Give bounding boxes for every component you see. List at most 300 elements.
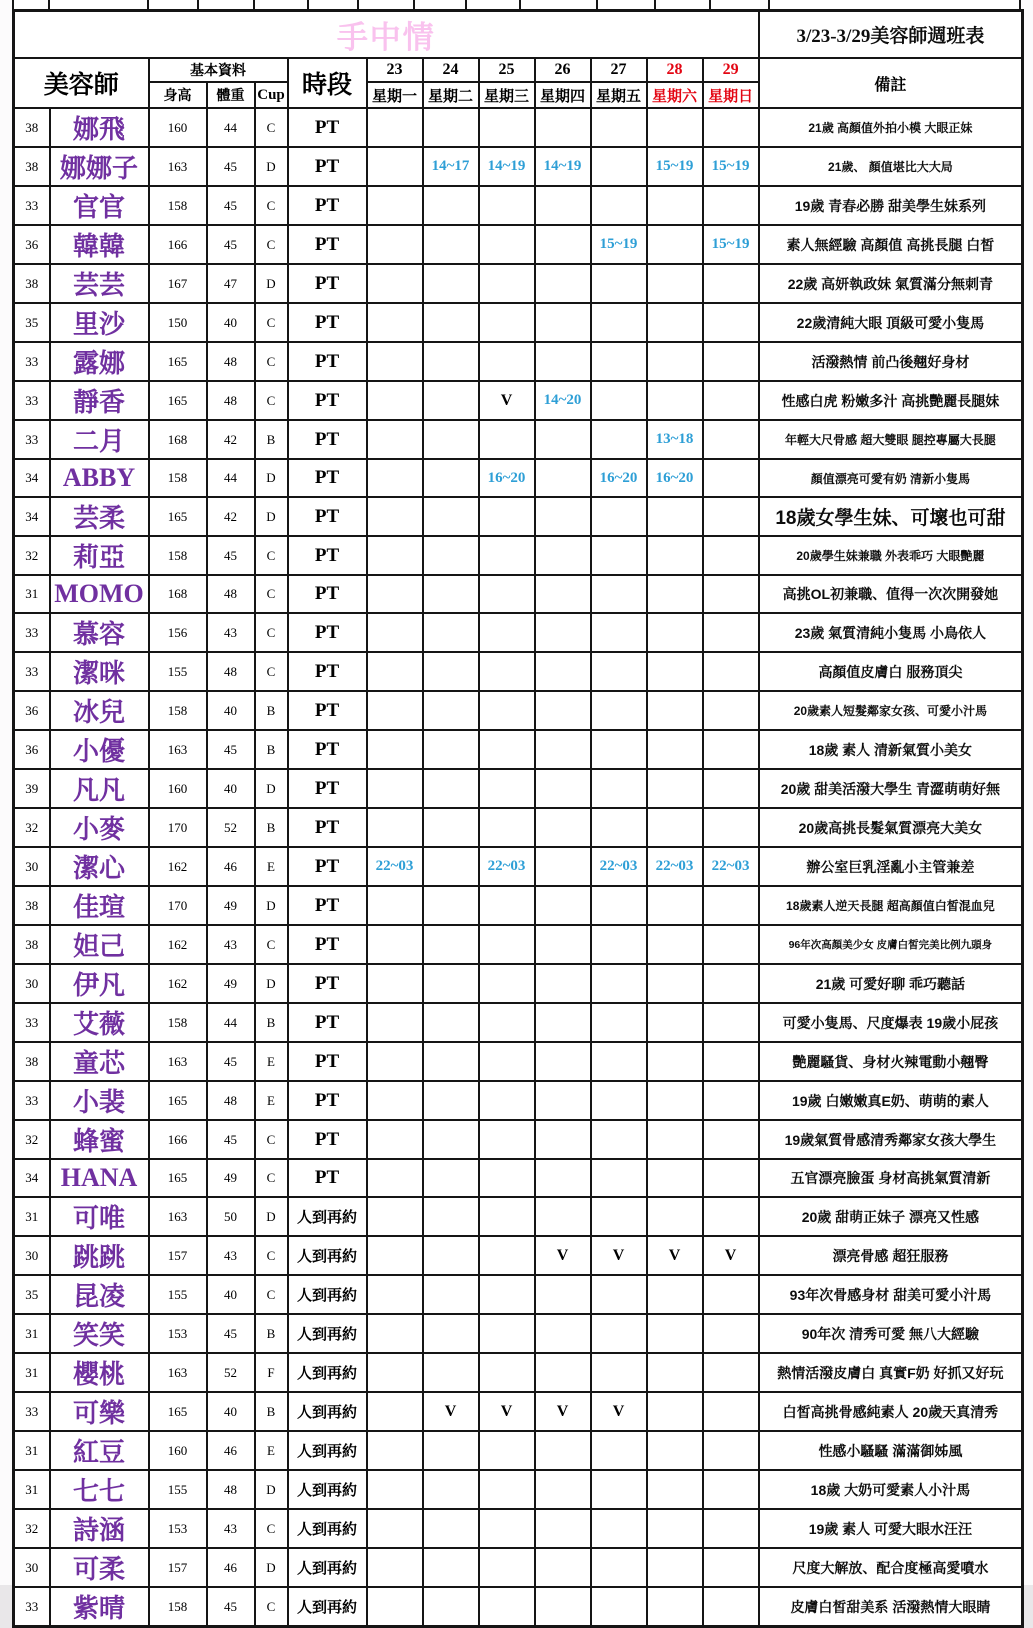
schedule-cell-28 [647, 342, 703, 381]
stub-grid-line [307, 0, 309, 9]
day-header-weekday-25: 星期三 [479, 82, 535, 108]
schedule-cell-27 [591, 730, 647, 769]
weight-value: 45 [207, 1042, 255, 1081]
remark-text: 21歲 高顏值外拍小模 大眼正妹 [759, 108, 1023, 147]
beautician-name: 靜香 [50, 381, 149, 420]
beautician-name: 伊凡 [50, 964, 149, 1003]
weight-value: 47 [207, 264, 255, 303]
remark-text: 19歲 青春必勝 甜美學生妹系列 [759, 186, 1023, 225]
weight-value: 40 [207, 769, 255, 808]
row-number: 32 [14, 1120, 50, 1159]
schedule-cell-29 [703, 536, 759, 575]
table-row [14, 730, 1023, 769]
height-value: 155 [149, 652, 207, 691]
stub-grid-line [519, 0, 521, 9]
schedule-cell-27 [591, 613, 647, 652]
schedule-cell-26 [535, 1003, 591, 1042]
schedule-cell-24 [423, 925, 479, 964]
schedule-cell-28 [647, 613, 703, 652]
height-value: 166 [149, 225, 207, 264]
header-row-dates [14, 58, 1023, 82]
weight-value: 49 [207, 964, 255, 1003]
schedule-cell-26 [535, 1275, 591, 1314]
remark-text: 20歲 甜美活潑大學生 青澀萌萌好無 [759, 769, 1023, 808]
table-row [14, 1236, 1023, 1275]
remark-text: 五官漂亮臉蛋 身材高挑氣質清新 [759, 1159, 1023, 1197]
weight-value: 50 [207, 1197, 255, 1236]
cup-value: C [255, 925, 288, 964]
remark-text: 可愛小隻馬、尺度爆表 19歲小屁孩 [759, 1003, 1023, 1042]
schedule-cell-28 [647, 1431, 703, 1470]
schedule-cell-26 [535, 925, 591, 964]
weight-value: 42 [207, 420, 255, 459]
schedule-cell-28 [647, 536, 703, 575]
day-header-date-27: 27 [591, 58, 647, 82]
schedule-cell-24 [423, 342, 479, 381]
schedule-cell-26 [535, 1548, 591, 1587]
schedule-cell-25 [479, 225, 535, 264]
beautician-name: 妲己 [50, 925, 149, 964]
schedule-cell-26 [535, 691, 591, 730]
schedule-cell-29 [703, 808, 759, 847]
day-header-date-25: 25 [479, 58, 535, 82]
row-number: 30 [14, 1236, 50, 1275]
beautician-name: 蜂蜜 [50, 1120, 149, 1159]
day-header-date-24: 24 [423, 58, 479, 82]
schedule-cell-28 [647, 264, 703, 303]
schedule-cell-23 [367, 264, 423, 303]
beautician-name: 潔心 [50, 847, 149, 886]
remark-text: 皮膚白皙甜美系 活潑熱情大眼睛 [759, 1587, 1023, 1627]
remark-text: 19歲氣質骨感清秀鄰家女孩大學生 [759, 1120, 1023, 1159]
schedule-cell-26 [535, 730, 591, 769]
beautician-name: HANA [50, 1159, 149, 1197]
height-value: 170 [149, 808, 207, 847]
weight-value: 45 [207, 1120, 255, 1159]
schedule-cell-28 [647, 1003, 703, 1042]
title-row [14, 11, 1023, 59]
schedule-cell-29 [703, 1275, 759, 1314]
schedule-cell-28 [647, 769, 703, 808]
height-value: 155 [149, 1470, 207, 1509]
schedule-cell-25 [479, 108, 535, 147]
beautician-name: 潔咪 [50, 652, 149, 691]
cup-value: D [255, 497, 288, 536]
cup-value: C [255, 225, 288, 264]
schedule-cell-24 [423, 1081, 479, 1120]
schedule-cell-27 [591, 691, 647, 730]
schedule-cell-28 [647, 1081, 703, 1120]
schedule-cell-28 [647, 1548, 703, 1587]
beautician-name: 芸芸 [50, 264, 149, 303]
cup-value: E [255, 847, 288, 886]
stub-grid-line [48, 0, 50, 9]
cup-value: E [255, 1081, 288, 1120]
beautician-name: 冰兒 [50, 691, 149, 730]
weight-value: 48 [207, 575, 255, 613]
schedule-cell-23 [367, 1353, 423, 1392]
weight-value: 52 [207, 808, 255, 847]
schedule-cell-26 [535, 1587, 591, 1627]
schedule-cell-27 [591, 1081, 647, 1120]
table-row [14, 1275, 1023, 1314]
remark-text: 23歲 氣質清純小隻馬 小鳥依人 [759, 613, 1023, 652]
schedule-cell-28 [647, 1509, 703, 1548]
schedule-cell-28 [647, 808, 703, 847]
schedule-cell-24 [423, 886, 479, 925]
period-value: PT [288, 613, 367, 652]
schedule-cell-28: V [647, 1236, 703, 1275]
cup-value: E [255, 1431, 288, 1470]
schedule-cell-24 [423, 808, 479, 847]
height-value: 158 [149, 691, 207, 730]
schedule-cell-25 [479, 964, 535, 1003]
remark-text: 18歲女學生妹、可壞也可甜 [759, 497, 1023, 536]
beautician-name: 櫻桃 [50, 1353, 149, 1392]
column-header-basic-info: 基本資料 [149, 58, 288, 82]
remark-text: 高挑OL初兼職、值得一次次開發她 [759, 575, 1023, 613]
weight-value: 45 [207, 1314, 255, 1353]
schedule-cell-23 [367, 1120, 423, 1159]
schedule-cell-23 [367, 1392, 423, 1431]
period-value: PT [288, 536, 367, 575]
remark-text: 21歲、 顏值堪比大大局 [759, 147, 1023, 186]
height-value: 160 [149, 1431, 207, 1470]
height-value: 170 [149, 886, 207, 925]
schedule-cell-23 [367, 1159, 423, 1197]
schedule-cell-25 [479, 1548, 535, 1587]
schedule-cell-29 [703, 575, 759, 613]
cup-value: B [255, 420, 288, 459]
height-value: 163 [149, 730, 207, 769]
remark-text: 22歲 高妍執政妹 氣質滿分無刺青 [759, 264, 1023, 303]
schedule-cell-27 [591, 1003, 647, 1042]
beautician-name: 小裴 [50, 1081, 149, 1120]
schedule-cell-27 [591, 1431, 647, 1470]
period-value: 人到再約 [288, 1353, 367, 1392]
cup-value: F [255, 1353, 288, 1392]
period-value: PT [288, 886, 367, 925]
schedule-cell-23 [367, 420, 423, 459]
schedule-cell-28 [647, 575, 703, 613]
schedule-cell-25 [479, 1042, 535, 1081]
height-value: 163 [149, 147, 207, 186]
period-value: PT [288, 964, 367, 1003]
schedule-cell-26 [535, 1042, 591, 1081]
schedule-cell-29: 15~19 [703, 147, 759, 186]
schedule-cell-26: V [535, 1392, 591, 1431]
schedule-cell-27: 15~19 [591, 225, 647, 264]
height-value: 160 [149, 769, 207, 808]
row-number: 39 [14, 769, 50, 808]
schedule-cell-27 [591, 420, 647, 459]
schedule-cell-26 [535, 186, 591, 225]
height-value: 162 [149, 925, 207, 964]
table-row [14, 264, 1023, 303]
schedule-cell-27 [591, 536, 647, 575]
remark-text: 18歲 素人 清新氣質小美女 [759, 730, 1023, 769]
schedule-cell-23 [367, 575, 423, 613]
schedule-cell-25 [479, 264, 535, 303]
schedule-cell-27 [591, 886, 647, 925]
table-row [14, 652, 1023, 691]
schedule-cell-28 [647, 1159, 703, 1197]
column-header-weight: 體重 [207, 82, 255, 108]
schedule-cell-23 [367, 1081, 423, 1120]
day-header-date-26: 26 [535, 58, 591, 82]
period-value: PT [288, 225, 367, 264]
schedule-cell-26 [535, 964, 591, 1003]
cup-value: C [255, 536, 288, 575]
schedule-cell-24 [423, 1197, 479, 1236]
schedule-cell-23 [367, 303, 423, 342]
schedule-cell-23 [367, 1470, 423, 1509]
height-value: 158 [149, 186, 207, 225]
row-number: 34 [14, 1159, 50, 1197]
schedule-cell-24 [423, 575, 479, 613]
remark-text: 18歲 大奶可愛素人小汁馬 [759, 1470, 1023, 1509]
stub-grid-line [596, 0, 598, 9]
schedule-cell-23 [367, 1042, 423, 1081]
table-row [14, 186, 1023, 225]
schedule-cell-26 [535, 1431, 591, 1470]
schedule-cell-23 [367, 108, 423, 147]
schedule-cell-29 [703, 497, 759, 536]
table-row [14, 147, 1023, 186]
schedule-cell-25: V [479, 381, 535, 420]
remark-text: 顏值漂亮可愛有奶 清新小隻馬 [759, 459, 1023, 497]
schedule-cell-29 [703, 652, 759, 691]
weight-value: 45 [207, 536, 255, 575]
schedule-cell-25 [479, 1120, 535, 1159]
schedule-cell-26 [535, 769, 591, 808]
cup-value: D [255, 459, 288, 497]
schedule-cell-25 [479, 1509, 535, 1548]
beautician-name: 可樂 [50, 1392, 149, 1431]
beautician-name: 昆凌 [50, 1275, 149, 1314]
schedule-cell-26 [535, 303, 591, 342]
row-number: 38 [14, 886, 50, 925]
beautician-name: 佳瑄 [50, 886, 149, 925]
row-number: 33 [14, 613, 50, 652]
table-row [14, 1120, 1023, 1159]
period-value: PT [288, 459, 367, 497]
schedule-cell-24 [423, 1470, 479, 1509]
schedule-cell-29 [703, 303, 759, 342]
height-value: 165 [149, 497, 207, 536]
remark-text: 20歲高挑長髮氣質漂亮大美女 [759, 808, 1023, 847]
schedule-cell-24 [423, 1003, 479, 1042]
schedule-cell-28 [647, 303, 703, 342]
schedule-cell-29: V [703, 1236, 759, 1275]
cup-value: E [255, 1042, 288, 1081]
weight-value: 43 [207, 1236, 255, 1275]
beautician-name: 小麥 [50, 808, 149, 847]
period-value: 人到再約 [288, 1275, 367, 1314]
row-number: 38 [14, 925, 50, 964]
remark-text: 年輕大尺骨感 超大雙眼 腿控專屬大長腿 [759, 420, 1023, 459]
height-value: 165 [149, 1159, 207, 1197]
row-number: 31 [14, 1314, 50, 1353]
period-value: PT [288, 497, 367, 536]
remark-text: 96年次高顏美少女 皮膚白皙完美比例九頭身 [759, 925, 1023, 964]
cup-value: C [255, 1236, 288, 1275]
column-header-remark: 備註 [759, 58, 1023, 108]
schedule-cell-23 [367, 1587, 423, 1627]
cup-value: D [255, 769, 288, 808]
schedule-cell-27 [591, 264, 647, 303]
schedule-cell-25 [479, 730, 535, 769]
stub-grid-line [357, 0, 359, 9]
schedule-cell-27 [591, 1509, 647, 1548]
stub-grid-line [1019, 0, 1021, 9]
schedule-cell-25 [479, 1159, 535, 1197]
schedule-cell-26 [535, 108, 591, 147]
table-row [14, 536, 1023, 575]
schedule-cell-29: 15~19 [703, 225, 759, 264]
schedule-cell-27 [591, 964, 647, 1003]
page-subtitle: 3/23-3/29美容師週班表 [759, 11, 1023, 59]
weight-value: 48 [207, 1081, 255, 1120]
schedule-cell-27: V [591, 1392, 647, 1431]
table-row [14, 847, 1023, 886]
table-row [14, 964, 1023, 1003]
table-row [14, 575, 1023, 613]
row-number: 33 [14, 1392, 50, 1431]
schedule-cell-29 [703, 1159, 759, 1197]
schedule-cell-23 [367, 459, 423, 497]
period-value: PT [288, 147, 367, 186]
day-header-weekday-27: 星期五 [591, 82, 647, 108]
schedule-cell-28 [647, 108, 703, 147]
height-value: 167 [149, 264, 207, 303]
schedule-cell-28 [647, 1120, 703, 1159]
schedule-cell-25 [479, 186, 535, 225]
weight-value: 46 [207, 1548, 255, 1587]
schedule-cell-29 [703, 342, 759, 381]
schedule-cell-25 [479, 342, 535, 381]
height-value: 165 [149, 1081, 207, 1120]
page-title: 手中情 [14, 11, 759, 59]
stub-grid-line [253, 0, 255, 9]
schedule-cell-27 [591, 1159, 647, 1197]
schedule-cell-27 [591, 808, 647, 847]
schedule-cell-29 [703, 613, 759, 652]
schedule-cell-28 [647, 1392, 703, 1431]
weight-value: 40 [207, 691, 255, 730]
stub-grid-line [197, 0, 199, 9]
schedule-cell-28: 15~19 [647, 147, 703, 186]
schedule-cell-27 [591, 497, 647, 536]
schedule-cell-23 [367, 1197, 423, 1236]
schedule-cell-29 [703, 1081, 759, 1120]
remark-text: 艷麗騷貨、身材火辣電動小翹臀 [759, 1042, 1023, 1081]
schedule-cell-29: 22~03 [703, 847, 759, 886]
schedule-cell-27 [591, 147, 647, 186]
schedule-cell-23 [367, 691, 423, 730]
schedule-cell-27 [591, 1587, 647, 1627]
row-number: 34 [14, 497, 50, 536]
schedule-cell-29 [703, 925, 759, 964]
weight-value: 40 [207, 303, 255, 342]
row-number: 30 [14, 847, 50, 886]
table-row [14, 1353, 1023, 1392]
beautician-name: 二月 [50, 420, 149, 459]
height-value: 163 [149, 1042, 207, 1081]
cup-value: C [255, 303, 288, 342]
schedule-cell-28 [647, 925, 703, 964]
height-value: 162 [149, 964, 207, 1003]
period-value: PT [288, 342, 367, 381]
schedule-cell-28 [647, 1197, 703, 1236]
height-value: 162 [149, 847, 207, 886]
schedule-cell-27 [591, 303, 647, 342]
row-number: 31 [14, 1353, 50, 1392]
row-number: 31 [14, 1470, 50, 1509]
weight-value: 43 [207, 925, 255, 964]
schedule-cell-24 [423, 964, 479, 1003]
schedule-cell-27 [591, 1275, 647, 1314]
schedule-cell-26 [535, 420, 591, 459]
period-value: 人到再約 [288, 1470, 367, 1509]
row-number: 36 [14, 225, 50, 264]
period-value: 人到再約 [288, 1197, 367, 1236]
beautician-name: 艾薇 [50, 1003, 149, 1042]
stub-grid-line [12, 0, 14, 9]
schedule-cell-28 [647, 652, 703, 691]
schedule-cell-27: 16~20 [591, 459, 647, 497]
row-number: 33 [14, 342, 50, 381]
schedule-cell-28 [647, 381, 703, 420]
beautician-name: 笑笑 [50, 1314, 149, 1353]
height-value: 158 [149, 459, 207, 497]
schedule-cell-26: V [535, 1236, 591, 1275]
schedule-cell-28: 16~20 [647, 459, 703, 497]
table-row [14, 1081, 1023, 1120]
stub-grid-line [709, 0, 711, 9]
schedule-cell-28 [647, 886, 703, 925]
schedule-cell-28 [647, 1314, 703, 1353]
height-value: 168 [149, 575, 207, 613]
height-value: 156 [149, 613, 207, 652]
weight-value: 44 [207, 459, 255, 497]
day-header-weekday-29: 星期日 [703, 82, 759, 108]
row-number: 36 [14, 691, 50, 730]
schedule-cell-23 [367, 886, 423, 925]
schedule-cell-26 [535, 808, 591, 847]
stub-grid-line [768, 0, 770, 9]
period-value: PT [288, 303, 367, 342]
schedule-cell-24 [423, 1042, 479, 1081]
schedule-cell-27 [591, 342, 647, 381]
table-row [14, 225, 1023, 264]
schedule-cell-25 [479, 497, 535, 536]
period-value: PT [288, 1081, 367, 1120]
beautician-name: MOMO [50, 575, 149, 613]
schedule-cell-23 [367, 652, 423, 691]
cup-value: D [255, 1470, 288, 1509]
schedule-cell-23 [367, 925, 423, 964]
remark-text: 尺度大解放、配合度極高愛噴水 [759, 1548, 1023, 1587]
weight-value: 48 [207, 652, 255, 691]
period-value: PT [288, 730, 367, 769]
schedule-cell-26 [535, 613, 591, 652]
weight-value: 48 [207, 1470, 255, 1509]
schedule-cell-29 [703, 1120, 759, 1159]
schedule-cell-25 [479, 1314, 535, 1353]
schedule-cell-27 [591, 1197, 647, 1236]
column-header-height: 身高 [149, 82, 207, 108]
